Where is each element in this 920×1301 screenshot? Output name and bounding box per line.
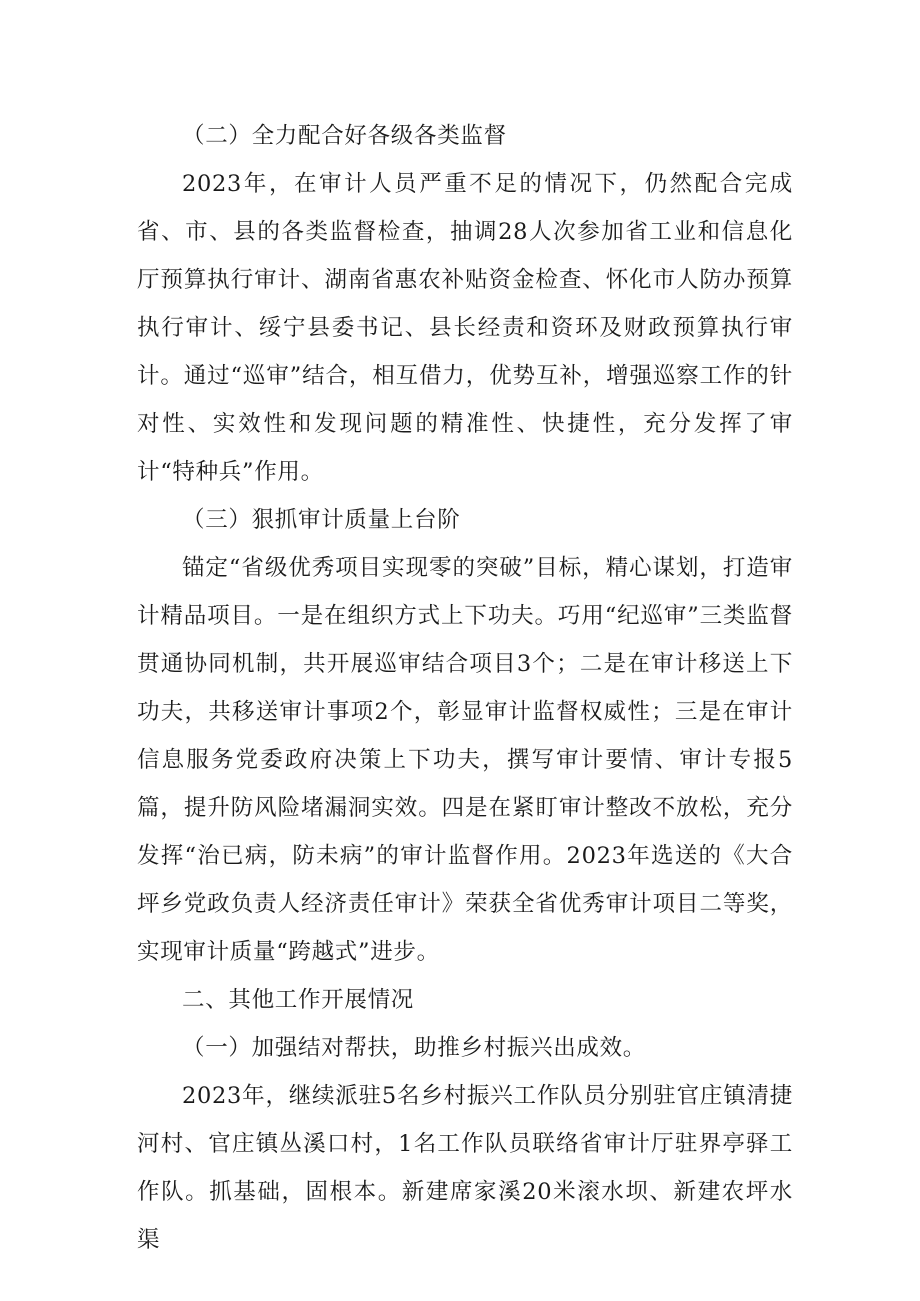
part-2-heading: 二、其他工作开展情况 (182, 987, 415, 1013)
part-2-subsection-1-heading: （一）加强结对帮扶，助推乡村振兴出成效。 (182, 1035, 647, 1061)
section-3-paragraph: 锚定“省级优秀项目实现零的突破”目标，精心谋划，打造审计精品项目。一是在组织方式上下功夫。巧用“纪巡审”三类监督贯通协同机制，共开展巡审结合项目3个；二是在审计移送上下功夫，共移送审计事项2个，彰显审计监督权威性；三是在审计信息服务党委政府决策上下功夫，撰写审计要情、审计专报5篇，提升防风险堵漏洞实效。四是在紧盯审计整改不放松，充分发挥“治已病，防未病”的审计监督作用。2023年选送的《大合坪乡党政负责人经济责任审计》荣获全省优秀审计项目二等奖，实现审计质量“跨越式”进步。 (137, 555, 793, 965)
part-2-subsection-1-paragraph: 2023年，继续派驻5名乡村振兴工作队员分别驻官庄镇清捷河村、官庄镇丛溪口村，1名工作队员联络省审计厅驻界亭驿工作队。抓基础，固根本。新建席家溪20米滚水坝、新建农坪水渠 (137, 1083, 793, 1253)
section-2-paragraph: 2023年，在审计人员严重不足的情况下，仍然配合完成省、市、县的各类监督检查，抽调28人次参加省工业和信息化厅预算执行审计、湖南省惠农补贴资金检查、怀化市人防办预算执行审计、绥宁县委书记、县长经责和资环及财政预算执行审计。通过“巡审”结合，相互借力，优势互补，增强巡察工作的针对性、实效性和发现问题的精准性、快捷性，充分发挥了审计“特种兵”作用。 (137, 171, 793, 485)
section-2-heading: （二）全力配合好各级各类监督 (182, 123, 507, 149)
section-3-heading: （三）狠抓审计质量上台阶 (182, 507, 461, 533)
document-body (137, 112, 793, 1264)
